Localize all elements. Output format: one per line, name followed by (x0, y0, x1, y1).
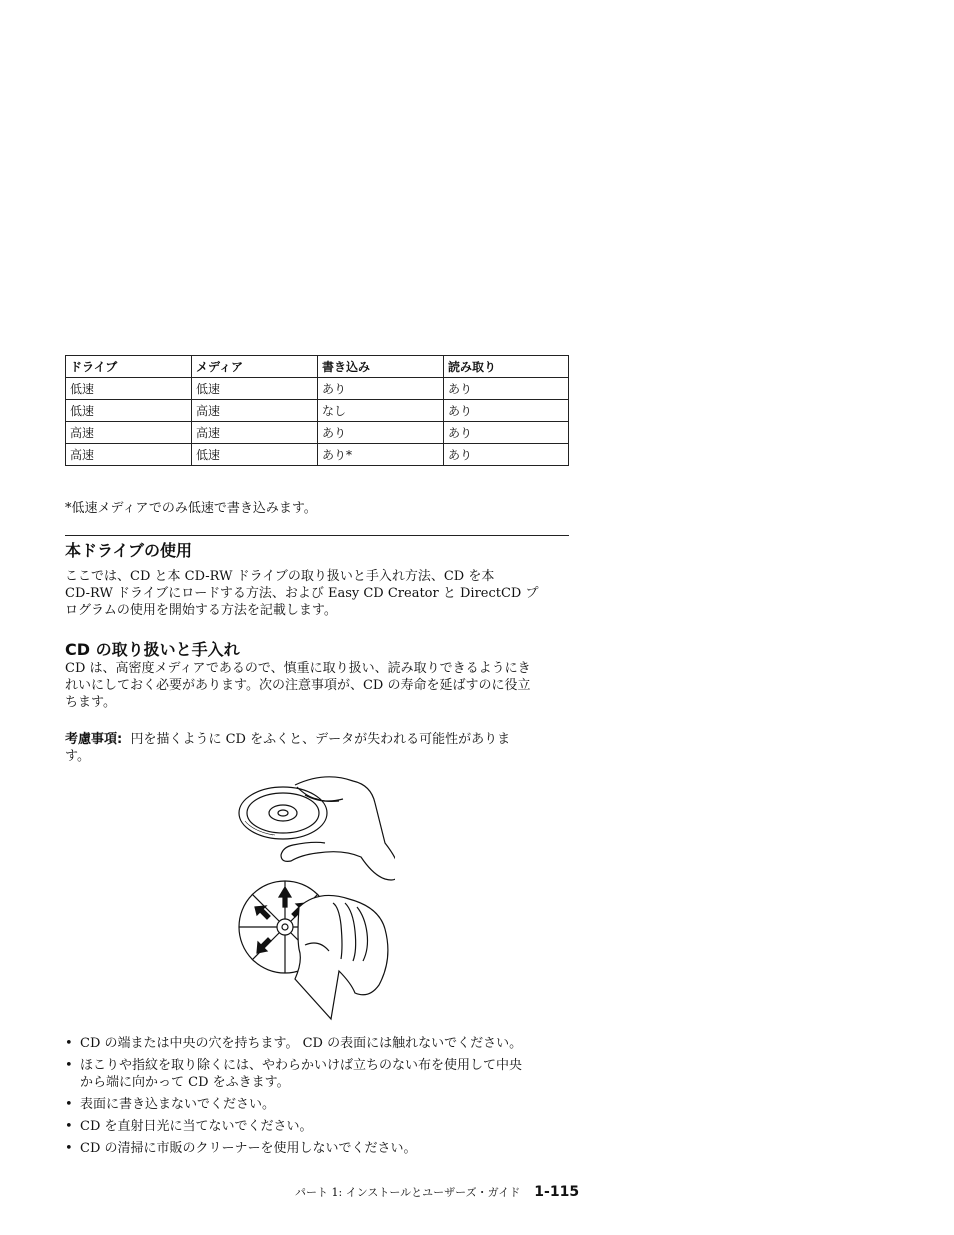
paragraph-line: ログラムの使用を開始する方法を記載します。 (65, 603, 337, 618)
table-cell: あり (318, 378, 444, 400)
table-cell: 高速 (66, 444, 192, 466)
cd-wiping-figure (239, 881, 388, 1019)
consideration-label: 考慮事項: (65, 732, 123, 747)
list-item-text-cont: から端に向かって CD をふきます。 (80, 1075, 290, 1090)
list-item-text: CD を直射日光に当てないでください。 (80, 1119, 313, 1134)
table-cell: あり* (318, 444, 444, 466)
table-row (66, 444, 569, 466)
section-divider (65, 535, 569, 536)
table-row (66, 378, 569, 400)
table-cell: 低速 (192, 444, 318, 466)
table-cell: 低速 (66, 378, 192, 400)
table-row (66, 422, 569, 444)
header-drive: ドライブ (66, 356, 192, 378)
cd-care-paragraph (65, 660, 570, 711)
page-footer (295, 1184, 579, 1200)
section-intro-paragraph (65, 568, 570, 619)
table-cell: なし (318, 400, 444, 422)
hand-holding-cd-figure (239, 777, 395, 880)
cd-handling-illustration (235, 775, 395, 1025)
section-heading-cd-care: CD の取り扱いと手入れ (65, 640, 240, 659)
list-item-text: CD の清掃に市販のクリーナーを使用しないでください。 (80, 1141, 417, 1156)
drive-media-table (65, 355, 569, 466)
table-cell: 高速 (192, 422, 318, 444)
table-cell: あり (444, 422, 569, 444)
table-header-row (66, 356, 569, 378)
table-cell: 低速 (192, 378, 318, 400)
table-row (66, 400, 569, 422)
list-item: • ほこりや指紋を取り除くには、やわらかいけば立ちのない布を使用して中央 から端に向かって CD をふきます。 (65, 1058, 523, 1090)
header-media: メディア (192, 356, 318, 378)
paragraph-line: CD は、高密度メディアであるので、慎重に取り扱い、読み取りできるようにき (65, 661, 531, 676)
table-cell: あり (444, 400, 569, 422)
table-cell: あり (318, 422, 444, 444)
paragraph-line: れいにしておく必要があります。次の注意事項が、CD の寿命を延ばすのに役立 (65, 678, 531, 693)
list-item: • CD の端または中央の穴を持ちます。 CD の表面には触れないでください。 (65, 1036, 523, 1051)
list-item-text: 表面に書き込まないでください。 (80, 1097, 276, 1112)
table-cell: あり (444, 444, 569, 466)
consideration-text-cont: す。 (65, 749, 90, 764)
page-number: 1-115 (534, 1184, 580, 1200)
header-read: 読み取り (444, 356, 569, 378)
consideration-note (65, 731, 570, 765)
list-item: • CD を直射日光に当てないでください。 (65, 1119, 313, 1134)
consideration-text: 円を描くように CD をふくと、データが失われる可能性がありま (130, 732, 511, 747)
table-footnote: *低速メディアでのみ低速で書き込みます。 (65, 501, 317, 516)
table-cell: 低速 (66, 400, 192, 422)
list-item-text: CD の端または中央の穴を持ちます。 CD の表面には触れないでください。 (80, 1036, 523, 1051)
table-cell: あり (444, 378, 569, 400)
table-cell: 高速 (192, 400, 318, 422)
header-write: 書き込み (318, 356, 444, 378)
paragraph-line: ここでは、CD と本 CD-RW ドライブの取り扱いと手入れ方法、CD を本 (65, 569, 495, 584)
list-item: • CD の清掃に市販のクリーナーを使用しないでください。 (65, 1141, 417, 1156)
table-cell: 高速 (66, 422, 192, 444)
paragraph-line: ちます。 (65, 695, 116, 710)
footer-title: パート 1: インストールとユーザーズ・ガイド (295, 1186, 521, 1199)
list-item-text: ほこりや指紋を取り除くには、やわらかいけば立ちのない布を使用して中央 (80, 1058, 523, 1073)
care-instructions-list (65, 1035, 575, 1162)
list-item: • 表面に書き込まないでください。 (65, 1097, 276, 1112)
paragraph-line: CD-RW ドライブにロードする方法、および Easy CD Creator と DirectCD プ (65, 586, 539, 601)
section-heading-drive-usage: 本ドライブの使用 (65, 541, 193, 560)
